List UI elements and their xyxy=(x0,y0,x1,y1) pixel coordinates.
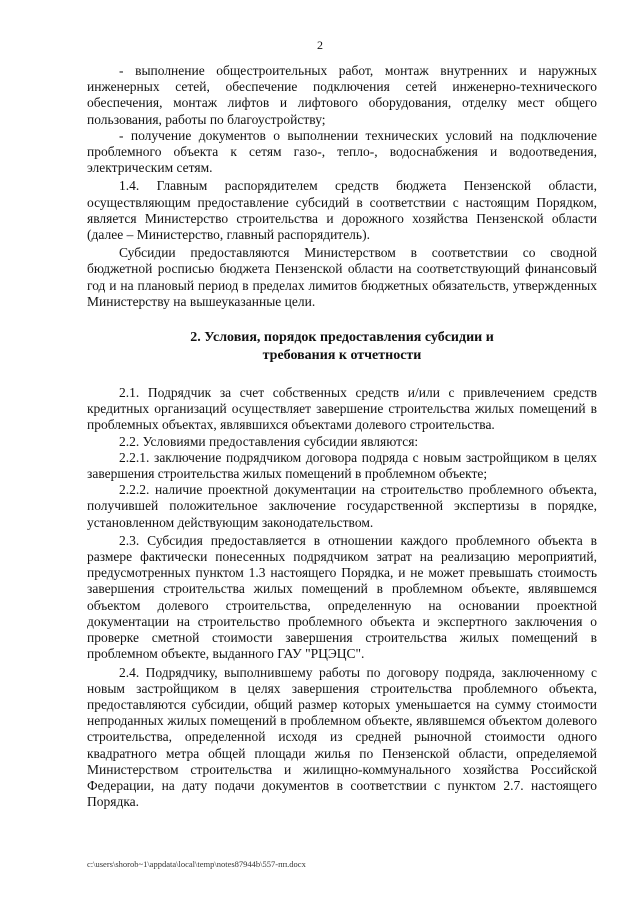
paragraph: 2.2. Условиями предоставления субсидии являются: xyxy=(119,433,419,449)
file-path-footer: c:\users\shorob~1\appdata\local\temp\notes87944b\557-пп.docx xyxy=(87,859,306,869)
section-heading-line: требования к отчетности xyxy=(262,348,422,364)
paragraph: 2.3. Субсидия предоставляется в отношении каждого проблемного объекта в размере фактически понесенных подрядчиком затрат на реализацию мероприятий, предусмотренных пунктом 1.3 настоящего Порядка, и не может превышать стоимость завершения строительства жилых помещений в проблемном объекте, являвшемся объектом долевого строительства, определенную на основании проектной документации на строительство проблемного объекта и экспертного заключения о проверке сметной стоимости завершения строительства жилых помещений в проблемном объекте, выданного ГАУ "РЦЭЦС". xyxy=(87,532,597,662)
paragraph: 1.4. Главным распорядителем средств бюджета Пензенской области, осуществляющим предоставление субсидий в соответствии с настоящим Порядком, является Министерство строительства и дорожного хозяйства Пензенской области (далее – Министерство, главный распорядитель). xyxy=(87,178,597,243)
section-heading-line: 2. Условия, порядок предоставления субсидии и xyxy=(190,330,494,346)
paragraph: - выполнение общестроительных работ, монтаж внутренних и наружных инженерных сетей, обеспечение подключения сетей инженерно-технического обеспечения, монтаж лифтов и лифтового оборудования, отделку мест общего пользования, работы по благоустройству; xyxy=(87,63,597,127)
paragraph: 2.1. Подрядчик за счет собственных средств и/или с привлечением средств кредитных организаций осуществляет завершение строительства жилых помещений в проблемных объектах, являвшихся объектами долевого строительства. xyxy=(87,385,597,433)
page-number: 2 xyxy=(317,38,323,52)
paragraph: - получение документов о выполнении технических условий на подключение проблемного объекта к сетям газо-, тепло-, водоснабжения и водоотведения, электрическим сетям. xyxy=(87,127,597,176)
document-body xyxy=(87,63,597,810)
paragraph: 2.4. Подрядчику, выполнившему работы по договору подряда, заключенному с новым застройщиком в целях завершения строительства проблемного объекта, предоставляются субсидии, общий размер которых уменьшается на сумму стоимости непроданных жилых помещений в проблемном объекте, являвшемся объектом долевого строительства, определенной исходя из средней рыночной стоимости одного квадратного метра общей площади жилья по Пензенской области, определяемой Министерством строительства и жилищно-коммунального хозяйства Российской Федерации, на дату подачи документов в соответствии с пунктом 2.7. настоящего Порядка. xyxy=(87,664,597,810)
paragraph: 2.2.2. наличие проектной документации на строительство проблемного объекта, получившей положительное заключение государственной экспертизы в порядке, установленном действующим законодательством. xyxy=(87,482,597,530)
section-heading xyxy=(87,329,597,365)
paragraph: Субсидии предоставляются Министерством в соответствии со сводной бюджетной росписью бюджета Пензенской области на соответствующий финансовый год и на плановый период в пределах лимитов бюджетных обязательств, утвержденных Министерству на вышеуказанные цели. xyxy=(87,245,597,309)
paragraph: 2.2.1. заключение подрядчиком договора подряда с новым застройщиком в целях завершения строительства жилых помещений в проблемном объекте; xyxy=(87,449,597,482)
